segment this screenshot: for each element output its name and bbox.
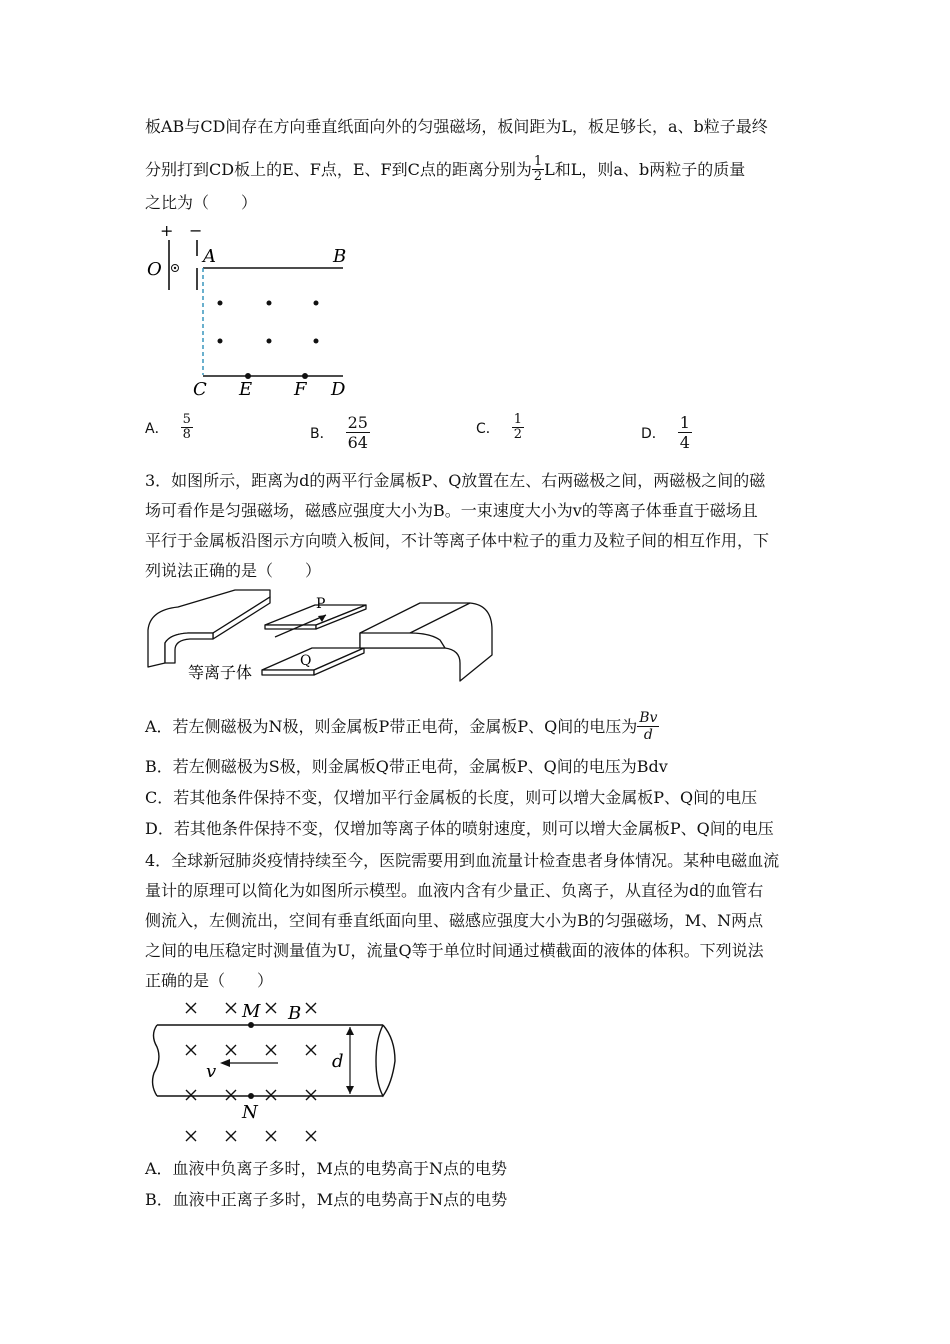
fraction-denominator: d [643, 727, 653, 743]
cross-icon [306, 1090, 316, 1100]
q4-option-b[interactable]: B．血液中正离子多时，M点的电势高于N点的电势 [145, 1190, 508, 1209]
q4-line-5: 正确的是（ ） [145, 971, 274, 990]
left-magnet-pole [148, 590, 270, 667]
q2-line-2-a: 分别打到CD板上的E、F点，E、F到C点的距离分别为 [145, 159, 532, 179]
q2-line-3: 之比为（ ） [145, 193, 258, 212]
fraction-numerator: 1 [679, 413, 690, 432]
option-fraction [512, 413, 524, 442]
field-dot [267, 339, 272, 344]
cross-icon [186, 1045, 196, 1055]
q4-line-2: 量计的原理可以简化为如图所示模型。血液内含有少量正、负离子，从直径为d的血管右 [145, 881, 764, 900]
cross-icon [266, 1045, 276, 1055]
field-dot [267, 301, 272, 306]
q3-option-a[interactable] [145, 710, 659, 743]
option-letter: D． [641, 425, 666, 442]
cross-icon [226, 1131, 236, 1141]
cross-icon [306, 1131, 316, 1141]
cross-icon [186, 1090, 196, 1100]
field-dot [314, 339, 319, 344]
point-B-label: B [333, 246, 347, 267]
field-dot [218, 301, 223, 306]
plate-Q-label: Q [300, 653, 312, 669]
q4-line-1: 4．全球新冠肺炎疫情持续至今，医院需要用到血流量计检查患者身体情况。某种电磁血流 [145, 851, 780, 870]
plus-label: + [160, 221, 174, 240]
q2-line-2 [145, 155, 745, 184]
fraction-numerator: 1 [533, 154, 543, 169]
q3-line-4: 列说法正确的是（ ） [145, 561, 322, 580]
option-fraction [346, 413, 370, 452]
cross-icon [306, 1045, 316, 1055]
q3-option-a-fraction [637, 710, 659, 743]
arrow-left-icon [220, 1059, 230, 1067]
q4-line-4: 之间的电压稳定时测量值为U，流量Q等于单位时间通过横截面的液体的体积。下列说法 [145, 941, 764, 960]
point-D-label: D [331, 379, 346, 400]
cross-icon [186, 1131, 196, 1141]
cross-icon [266, 1090, 276, 1100]
fraction-denominator: 64 [347, 433, 368, 452]
cross-icon [186, 1003, 196, 1013]
q2-option-c[interactable] [476, 413, 524, 442]
q2-option-a[interactable] [145, 413, 193, 442]
arrow-up-icon [346, 1027, 354, 1035]
vessel-right-opening [376, 1025, 395, 1096]
point-N-label: N [242, 1102, 258, 1123]
point-O-label: O [147, 259, 162, 280]
cross-icon [226, 1003, 236, 1013]
option-fraction [678, 413, 692, 452]
q4-blood-flow-meter-figure [140, 995, 410, 1150]
field-dot [314, 301, 319, 306]
field-B-label: B [288, 1003, 302, 1024]
q3-option-a-text: A．若左侧磁极为N极，则金属板P带正电荷，金属板P、Q间的电压为 [145, 716, 638, 736]
q2-fraction-half [532, 155, 544, 184]
point-F-label: F [294, 379, 307, 400]
velocity-v-label: v [206, 1061, 217, 1082]
option-letter: B． [310, 425, 334, 442]
plasma-label: 等离子体 [188, 663, 253, 682]
q3-line-3: 平行于金属板沿图示方向喷入板间，不计等离子体中粒子的重力及粒子间的相互作用，下 [145, 531, 770, 550]
q2-line-2-b: L和L，则a、b两粒子的质量 [544, 159, 746, 179]
plate-P-label: P [316, 596, 326, 612]
q2-option-d[interactable] [641, 413, 692, 452]
q3-line-1: 3．如图所示，距离为d的两平行金属板P、Q放置在左、右两磁极之间，两磁极之间的磁 [145, 471, 766, 490]
option-fraction [181, 413, 193, 442]
fraction-denominator: 4 [679, 433, 690, 452]
field-out-of-page-dots [218, 301, 319, 344]
fraction-numerator: 5 [182, 412, 191, 427]
right-magnet-pole [360, 603, 492, 681]
option-letter: A． [145, 420, 169, 437]
point-E-label: E [239, 379, 253, 400]
q3-plasma-generator-figure [140, 585, 500, 690]
field-dot [218, 339, 223, 344]
source-O-dot [174, 267, 176, 269]
fraction-numerator: 25 [347, 413, 368, 432]
cross-icon [226, 1045, 236, 1055]
q4-option-a[interactable]: A．血液中负离子多时，M点的电势高于N点的电势 [145, 1159, 507, 1178]
cross-icon [306, 1003, 316, 1013]
q3-option-b[interactable]: B．若左侧磁极为S极，则金属板Q带正电荷，金属板P、Q间的电压为Bdv [145, 757, 668, 776]
arrow-down-icon [346, 1086, 354, 1094]
minus-label: − [189, 221, 203, 240]
point-M-label: M [242, 1001, 261, 1022]
fraction-denominator: 2 [513, 427, 523, 442]
cross-icon [266, 1131, 276, 1141]
fraction-denominator: 2 [533, 169, 543, 184]
point-C-label: C [193, 379, 207, 400]
cross-icon [226, 1090, 236, 1100]
fraction-denominator: 8 [182, 427, 191, 442]
point-A-label: A [203, 246, 216, 267]
q3-option-d[interactable]: D．若其他条件保持不变，仅增加等离子体的喷射速度，则可以增大金属板P、Q间的电压 [145, 819, 774, 838]
option-letter: C． [476, 420, 500, 437]
cross-icon [266, 1003, 276, 1013]
q2-options [145, 413, 805, 453]
fraction-numerator: Bv [639, 710, 658, 726]
q3-line-2: 场可看作是匀强磁场，磁感应强度大小为B。一束速度大小为v的等离子体垂直于磁场且 [145, 501, 758, 520]
diameter-d-label: d [332, 1051, 344, 1072]
q2-magnetic-field-figure [140, 220, 370, 400]
point-N-marker [248, 1093, 254, 1099]
plate-Q [262, 648, 364, 675]
point-M-marker [248, 1022, 254, 1028]
q2-option-b[interactable] [310, 413, 370, 452]
q3-option-c[interactable]: C．若其他条件保持不变，仅增加平行金属板的长度，则可以增大金属板P、Q间的电压 [145, 788, 758, 807]
vessel-left-cut [153, 1025, 159, 1096]
q2-line-1: 板AB与CD间存在方向垂直纸面向外的匀强磁场，板间距为L，板足够长，a、b粒子最终 [145, 117, 768, 136]
q4-line-3: 侧流入，左侧流出，空间有垂直纸面向里、磁感应强度大小为B的匀强磁场，M、N两点 [145, 911, 764, 930]
fraction-numerator: 1 [513, 412, 523, 427]
